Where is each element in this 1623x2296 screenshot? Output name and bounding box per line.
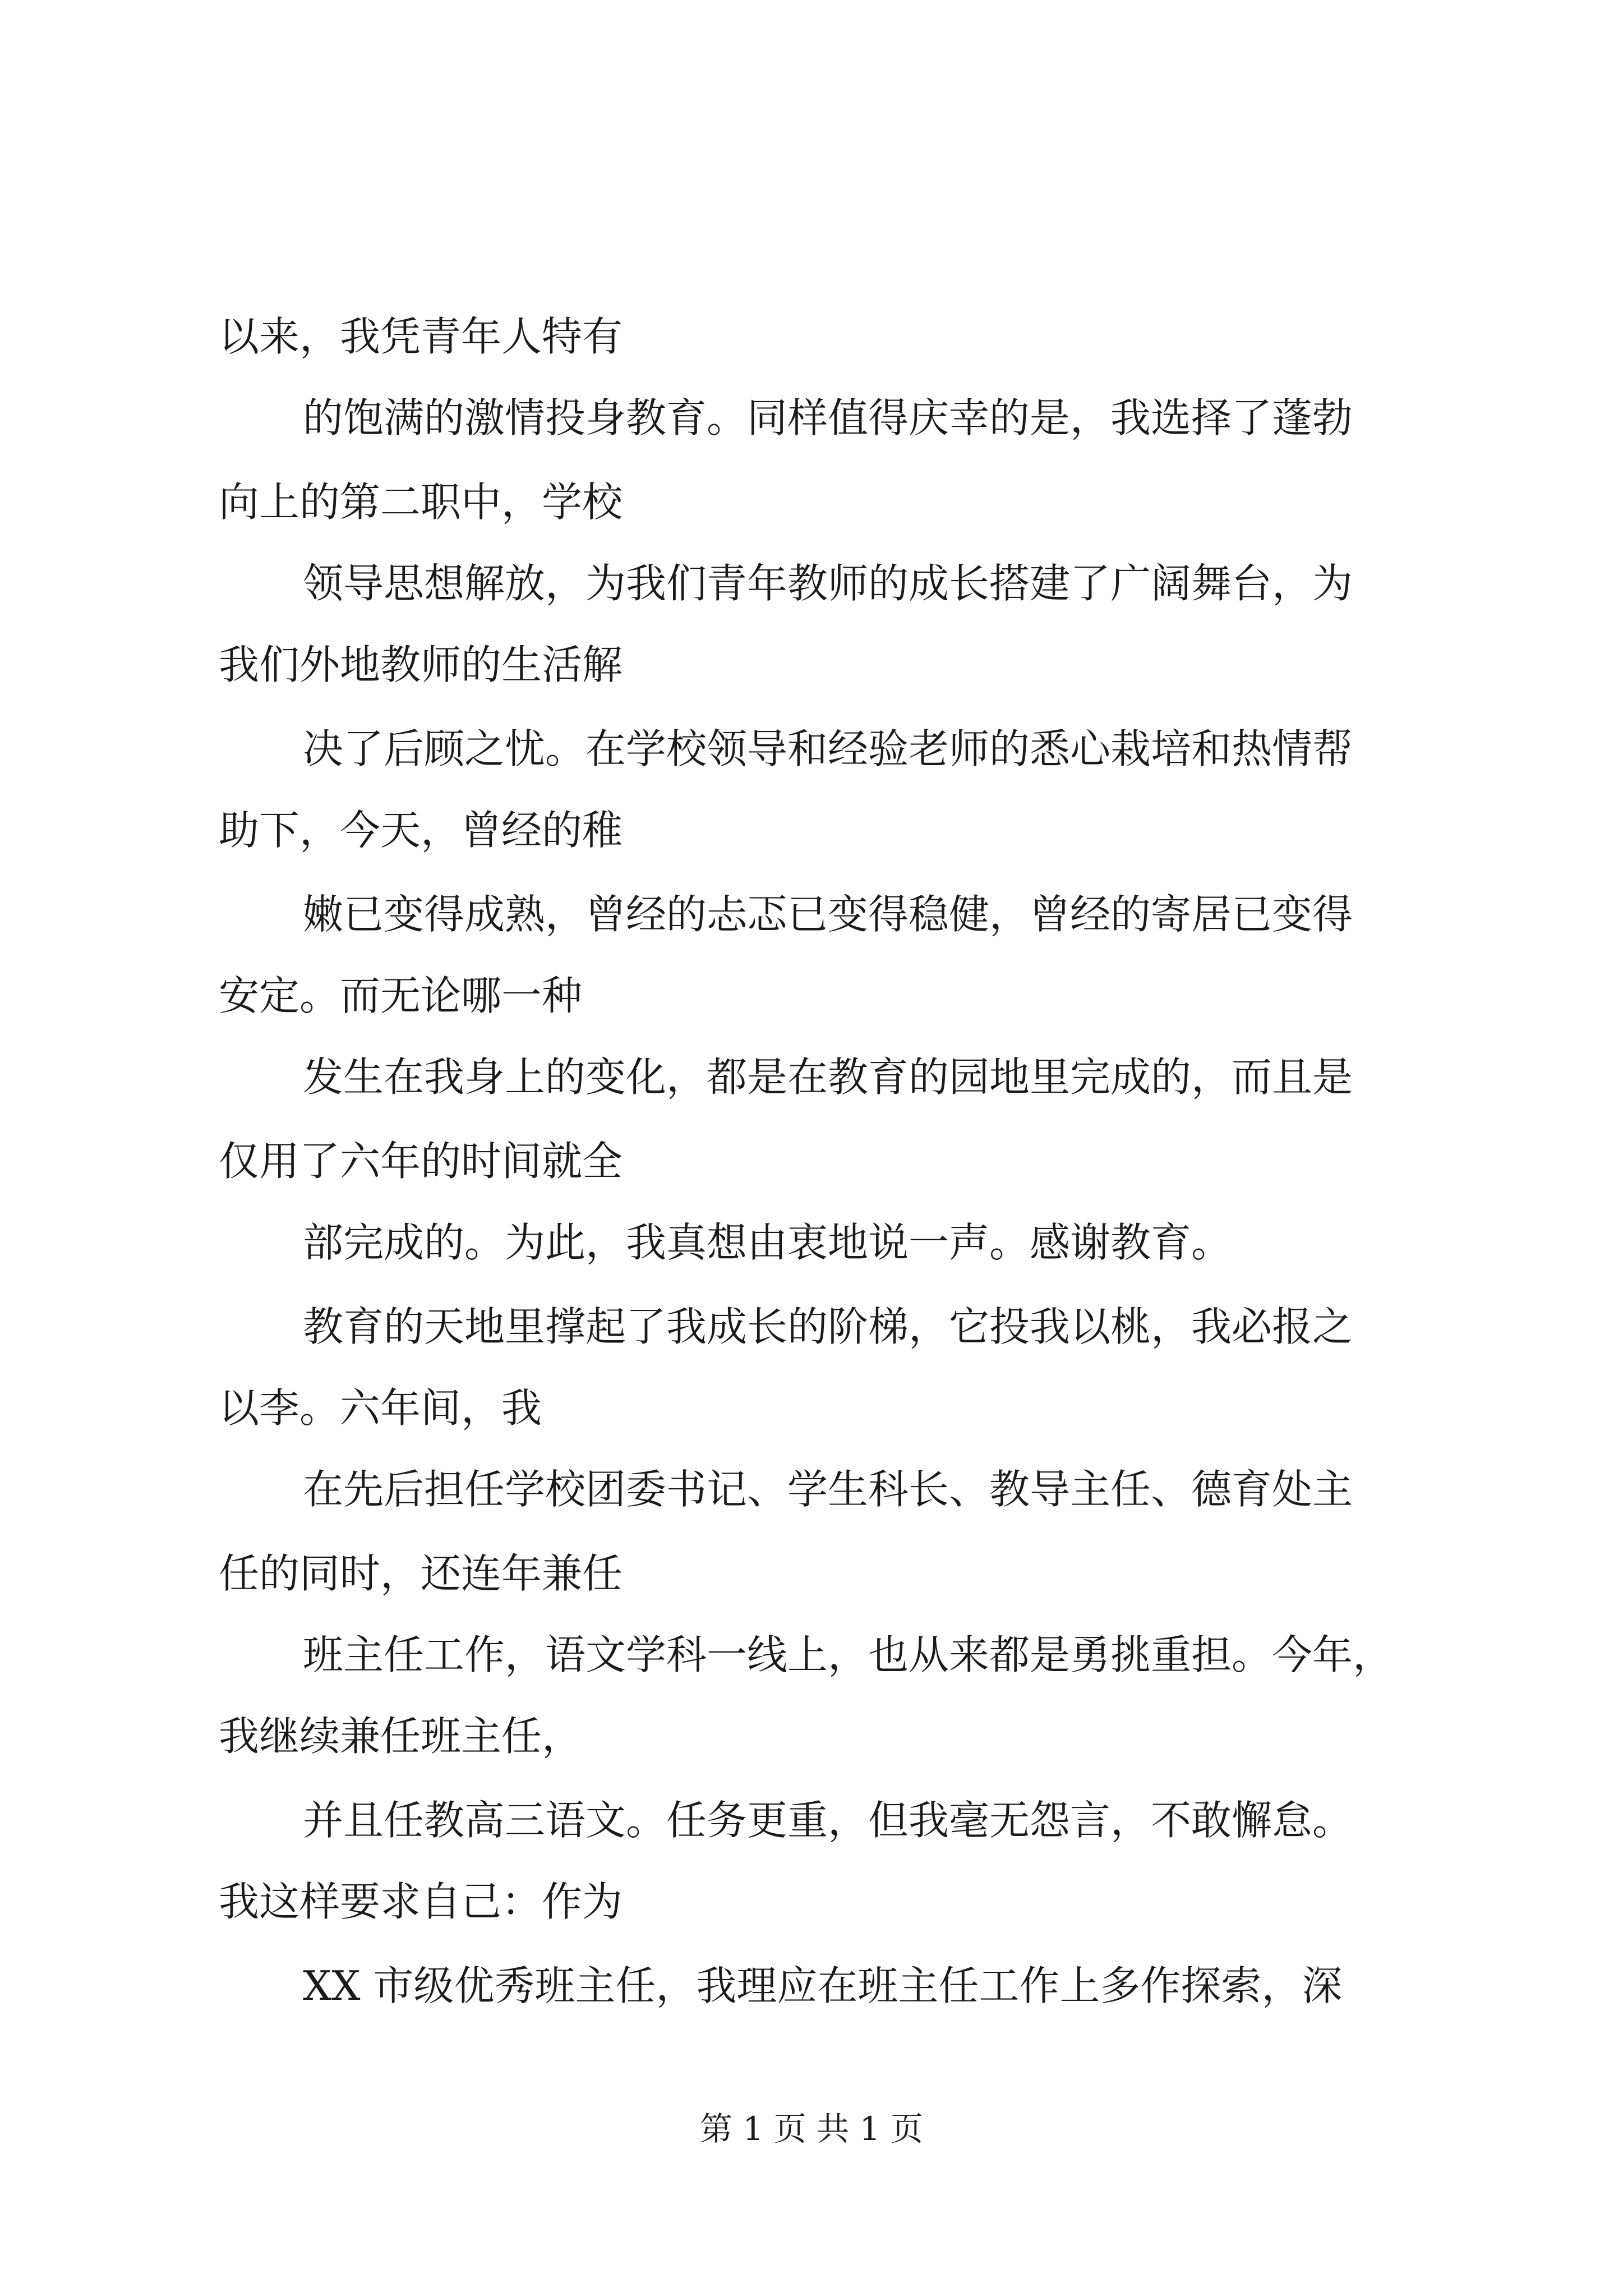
text-line: XX 市级优秀班主任，我理应在班主任工作上多作探索，深	[303, 1962, 1343, 2009]
text-line: 教育的天地里撑起了我成长的阶梯，它投我以桃，我必报之	[303, 1303, 1353, 1350]
page-footer: 第 1 页 共 1 页	[700, 2110, 923, 2148]
text-line: 助下，今天，曾经的稚	[219, 807, 623, 854]
text-line: 任的同时，还连年兼任	[219, 1550, 623, 1597]
text-line: 部完成的。为此，我真想由衷地说一声。感谢教育。	[303, 1219, 1232, 1266]
text-line: 领导思想解放，为我们青年教师的成长搭建了广阔舞台，为	[303, 560, 1353, 607]
text-line: 在先后担任学校团委书记、学生科长、教导主任、德育处主	[303, 1466, 1353, 1513]
text-line: 我继续兼任班主任，	[219, 1713, 583, 1760]
text-line: 以李。六年间，我	[219, 1384, 542, 1432]
text-line: 仅用了六年的时间就全	[219, 1138, 623, 1185]
text-line: 向上的第二职中，学校	[219, 478, 623, 526]
text-line: 我们外地教师的生活解	[219, 641, 623, 688]
text-line: 的饱满的激情投身教育。同样值得庆幸的是，我选择了蓬勃	[303, 394, 1353, 441]
text-line: 我这样要求自己：作为	[219, 1878, 623, 1925]
text-line: 决了后顾之忧。在学校领导和经验老师的悉心栽培和热情帮	[303, 725, 1353, 772]
text-line: 以来，我凭青年人特有	[219, 313, 623, 360]
text-line: 安定。而无论哪一种	[219, 972, 583, 1019]
text-line: 发生在我身上的变化，都是在教育的园地里完成的，而且是	[303, 1053, 1353, 1101]
text-line: 并且任教高三语文。任务更重，但我毫无怨言，不敢懈怠。	[303, 1797, 1353, 1844]
text-line: 班主任工作，语文学科一线上，也从来都是勇挑重担。今年，	[303, 1631, 1394, 1678]
text-line: 嫩已变得成熟，曾经的忐忑已变得稳健，曾经的寄居已变得	[303, 891, 1353, 938]
